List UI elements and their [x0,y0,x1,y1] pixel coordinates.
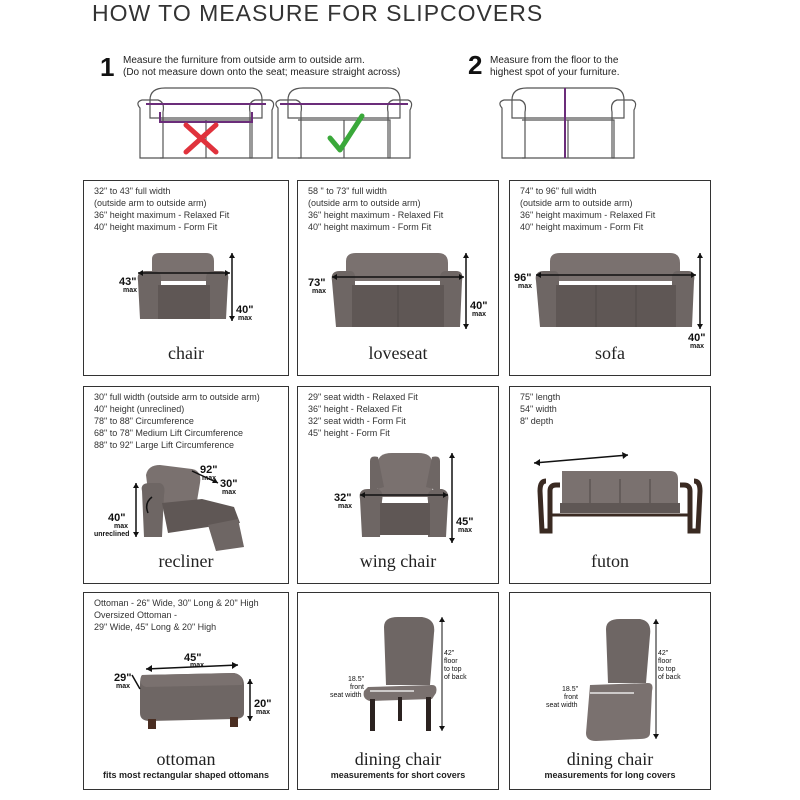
check-mark-icon [330,116,362,150]
spec-line: 58 " to 73" full width [308,186,387,196]
chair-width-note: max [123,287,138,294]
dining-chair-short-subtitle: measurements for short covers [330,770,466,780]
sofa-width-label: 96" [514,272,532,284]
long-seat-dim: 18.5" [562,686,579,693]
recliner-depth-note: max [222,489,237,496]
spec-line: 88" to 92" Large Lift Circumference [94,440,234,450]
panel-wing-chair [297,386,499,584]
step-illustrations [0,0,800,170]
panel-sofa [509,180,711,376]
spec-line: (outside arm to outside arm) [520,198,633,208]
chair-name: chair [168,343,204,363]
dining-chair-long-name: dining chair [566,749,654,769]
spec-line: 45" height - Form Fit [308,428,390,438]
ottoman-height-note: max [256,709,271,716]
short-back-dim-line-2: floor [444,658,458,665]
chair-height-note: max [238,315,253,322]
spec-line: 40" height maximum - Form Fit [308,222,432,232]
spec-line: 75" length [520,392,561,402]
spec-line: 68" to 78" Medium Lift Circumference [94,428,243,438]
panel-chair [83,180,289,376]
dining-chair-short-name: dining chair [354,749,442,769]
long-seat-dim-line-3: seat width [546,702,578,709]
recliner-height-note: max [114,523,129,530]
loveseat-width-label: 73" [308,277,326,289]
short-back-dim-line-4: of back [444,674,467,681]
long-back-dim-line-2: floor [658,658,672,665]
sofa-width-note: max [518,283,533,290]
short-back-dim-line-3: to top [444,666,462,673]
short-seat-dim: 18.5" [348,676,365,683]
spec-line: 29" seat width - Relaxed Fit [308,392,418,402]
spec-line: 32" to 43" full width [94,186,171,196]
step-1-line-1: Measure the furniture from outside arm to outside arm. [123,55,365,66]
short-seat-dim-line-2: front [350,684,365,691]
spec-line: (outside arm to outside arm) [308,198,421,208]
panel-recliner [83,386,289,584]
panel-loveseat [297,180,499,376]
spec-line: 78" to 88" Circumference [94,416,194,426]
long-back-dim: 42" [658,650,669,657]
step-2-line-2: highest spot of your furniture. [490,67,620,78]
short-back-dim: 42" [444,650,455,657]
sofa-name: sofa [595,343,625,363]
recliner-height-label: 40" [108,512,126,524]
loveseat-width-note: max [312,288,327,295]
spec-line: 8" depth [520,416,554,426]
spec-line: 40" height maximum - Form Fit [94,222,218,232]
spec-line: 30" full width (outside arm to outside arm) [94,392,260,402]
spec-line: 32" seat width - Form Fit [308,416,406,426]
ottoman-name: ottoman [156,749,216,769]
loveseat-height-note: max [472,311,487,318]
spec-line: 36" height maximum - Relaxed Fit [520,210,656,220]
step-1-line-2: (Do not measure down onto the seat; measure straight across) [123,67,401,78]
spec-line: 36" height maximum - Relaxed Fit [308,210,444,220]
long-back-dim-line-3: to top [658,666,676,673]
spec-line: 36" height - Relaxed Fit [308,404,402,414]
spec-line: Oversized Ottoman - [94,610,178,620]
futon-name: futon [591,551,629,571]
wing-chair-width-note: max [338,503,353,510]
step-1-number: 1 [100,52,115,82]
panel-dining-chair-short [297,592,499,790]
spec-line: 36" height maximum - Relaxed Fit [94,210,230,220]
recliner-width-note: max [202,475,217,482]
sofa-height-note: max [690,343,705,350]
spec-line: 54" width [520,404,557,414]
ottoman-length-label: 45" [184,652,202,664]
wing-chair-width-label: 32" [334,492,352,504]
sofa-height-label: 40" [688,332,706,344]
recliner-name: recliner [158,551,214,571]
ottoman-height-label: 20" [254,698,272,710]
ottoman-width-label: 29" [114,672,132,684]
spec-line: 40" height (unreclined) [94,404,185,414]
wing-chair-name: wing chair [359,551,437,571]
long-back-dim-line-4: of back [658,674,681,681]
wing-chair-height-label: 45" [456,516,474,528]
x-mark-icon [186,125,216,152]
spec-line: (outside arm to outside arm) [94,198,207,208]
chair-height-label: 40" [236,304,254,316]
panel-dining-chair-long [509,592,711,790]
height-sofa-outline [500,88,636,158]
step-2-line-1: Measure from the floor to the [490,55,619,66]
panel-ottoman [83,592,289,790]
step-2-number: 2 [468,50,483,80]
loveseat-name: loveseat [368,343,428,363]
recliner-width-label: 92" [200,464,218,476]
loveseat-height-label: 40" [470,300,488,312]
ottoman-subtitle: fits most rectangular shaped ottomans [102,770,270,780]
spec-line: 40" height maximum - Form Fit [520,222,644,232]
recliner-depth-label: 30" [220,478,238,490]
ottoman-length-note: max [190,662,205,669]
spec-line: Ottoman - 26" Wide, 30" Long & 20" High [94,598,259,608]
short-seat-dim-line-3: seat width [330,692,362,699]
recliner-height-note-2: unreclined [94,531,130,538]
page-title: HOW TO MEASURE FOR SLIPCOVERS [92,0,544,26]
dining-chair-long-subtitle: measurements for long covers [544,770,676,780]
long-seat-dim-line-2: front [564,694,579,701]
wing-chair-height-note: max [458,527,473,534]
ottoman-width-note: max [116,683,131,690]
spec-line: 29" Wide, 45" Long & 20" High [94,622,217,632]
panel-futon [509,386,711,584]
spec-line: 74" to 96" full width [520,186,597,196]
chair-width-label: 43" [119,276,137,288]
